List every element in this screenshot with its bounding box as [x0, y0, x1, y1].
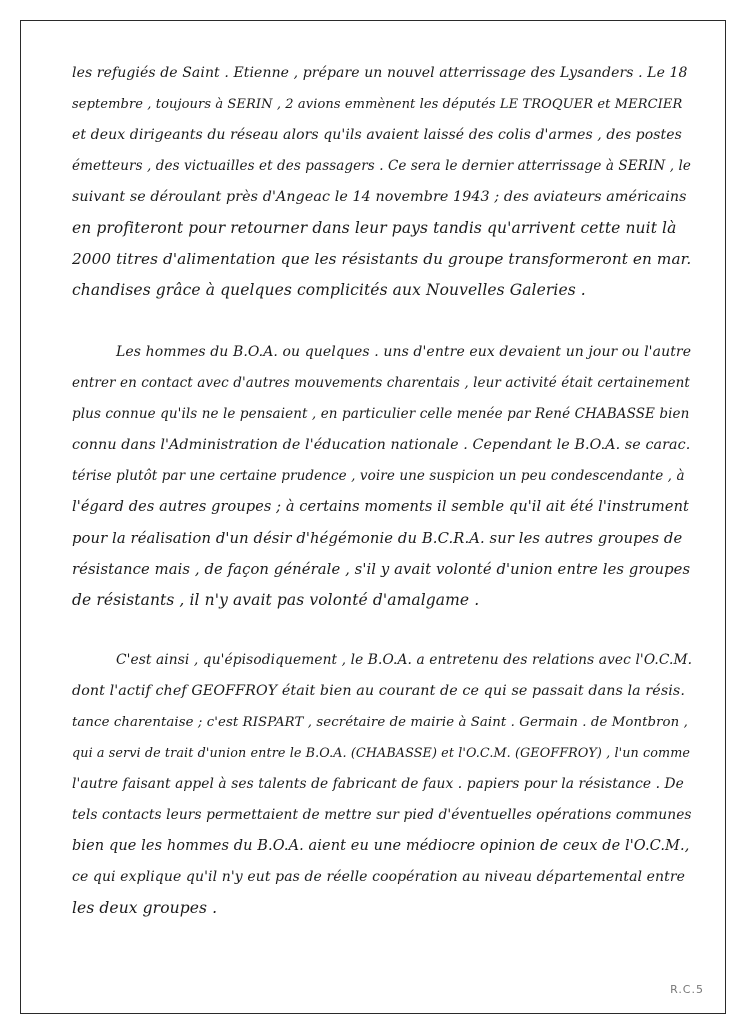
- paragraph-3: [72, 645, 692, 924]
- text-line: entrer en contact avec d'autres mouvements charentais , leur activité était certainement: [72, 375, 690, 391]
- text-line: pour la réalisation d'un désir d'hégémonie du B.C.R.A. sur les autres groupes de: [72, 530, 683, 547]
- page-reference-mark: R.C.5: [670, 983, 704, 996]
- text-line: l'autre faisant appel à ses talents de fabricant de faux . papiers pour la résistance . De: [72, 776, 684, 792]
- paragraph-1: [72, 58, 692, 306]
- text-line: les deux groupes .: [72, 899, 218, 917]
- text-line: 2000 titres d'alimentation que les résistants du groupe transformeront en mar.: [72, 250, 692, 268]
- text-line: les refugiés de Saint . Etienne , prépare un nouvel atterrissage des Lysanders . Le 18: [72, 65, 688, 81]
- text-line: l'égard des autres groupes ; à certains moments il semble qu'il ait été l'instrument: [72, 499, 689, 515]
- text-line: chandises grâce à quelques complicités aux Nouvelles Galeries .: [72, 281, 586, 299]
- text-line: ce qui explique qu'il n'y eut pas de réelle coopération au niveau départemental entre: [72, 869, 686, 885]
- text-line: C'est ainsi , qu'épisodiquement , le B.O.A. a entretenu des relations avec l'O.C.M.: [116, 652, 693, 668]
- text-line: émetteurs , des victuailles et des passagers . Ce sera le dernier atterrissage à SERIN , le: [72, 158, 692, 174]
- paragraph-2: [72, 337, 692, 616]
- text-line: tels contacts leurs permettaient de mettre sur pied d'éventuelles opérations communes: [72, 807, 692, 823]
- text-line: en profiteront pour retourner dans leur pays tandis qu'arrivent cette nuit là: [72, 219, 677, 237]
- text-line: résistance mais , de façon générale , s'il y avait volonté d'union entre les groupes: [72, 561, 691, 578]
- text-line: et deux dirigeants du réseau alors qu'ils avaient laissé des colis d'armes , des postes: [72, 127, 682, 143]
- text-line: de résistants , il n'y avait pas volonté d'amalgame .: [72, 591, 480, 609]
- text-line: septembre , toujours à SERIN , 2 avions emmènent les députés LE TROQUER et MERCIER: [72, 97, 683, 112]
- text-line: connu dans l'Administration de l'éducation nationale . Cependant le B.O.A. se carac.: [72, 437, 691, 453]
- text-line: plus connue qu'ils ne le pensaient , en particulier celle menée par René CHABASSE bien: [72, 406, 690, 422]
- text-line: bien que les hommes du B.O.A. aient eu une médiocre opinion de ceux de l'O.C.M.,: [72, 838, 690, 854]
- text-line: Les hommes du B.O.A. ou quelques . uns d'entre eux devaient un jour ou l'autre: [116, 344, 692, 360]
- text-line: qui a servi de trait d'union entre le B.O.A. (CHABASSE) et l'O.C.M. (GEOFFROY) , l'un comme: [72, 746, 691, 761]
- text-line: tance charentaise ; c'est RISPART , secrétaire de mairie à Saint . Germain . de Montbron ,: [72, 715, 688, 730]
- text-line: dont l'actif chef GEOFFROY était bien au courant de ce qui se passait dans la résis.: [72, 683, 685, 699]
- text-line: suivant se déroulant près d'Angeac le 14 novembre 1943 ; des aviateurs américains: [72, 189, 687, 205]
- text-line: térise plutôt par une certaine prudence , voire une suspicion un peu condescendante , à: [72, 468, 685, 484]
